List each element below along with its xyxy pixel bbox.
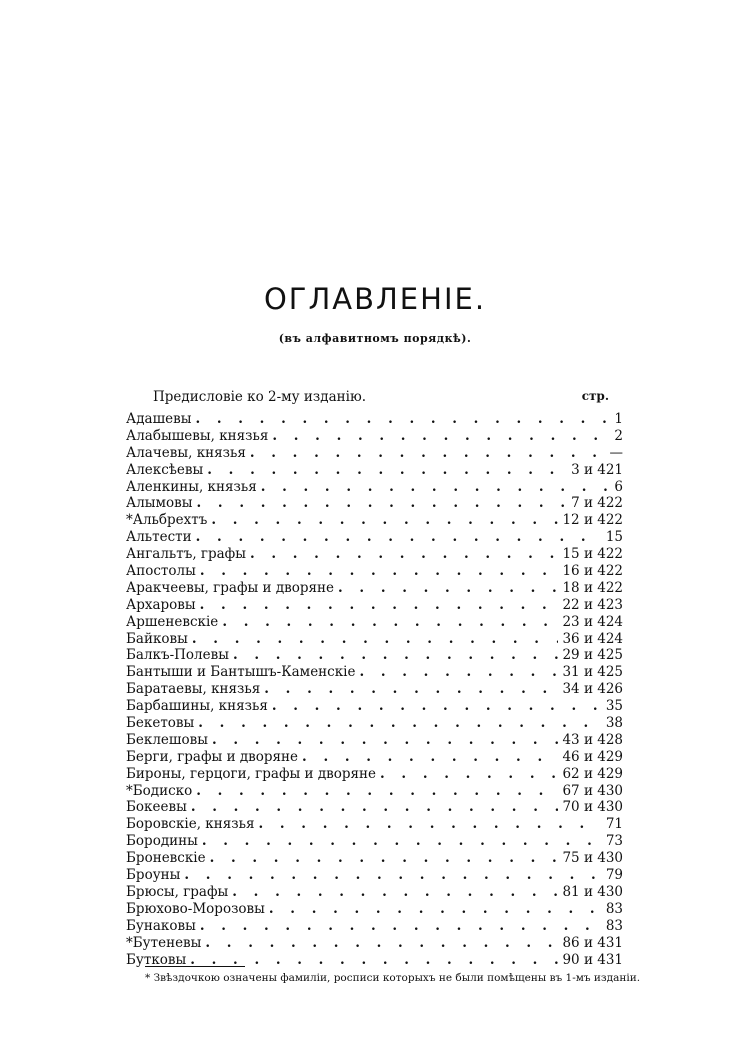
toc-entry-page: 15 (605, 529, 623, 546)
toc-entry-page: 86 и 431 (562, 934, 623, 951)
toc-entry (126, 850, 623, 867)
toc-entry-name: Альтести (126, 529, 192, 546)
toc-entry (126, 681, 623, 698)
toc-entry-name: *Бодиско (126, 782, 193, 799)
dot-leader (200, 597, 559, 614)
toc-entry (126, 445, 623, 462)
toc-entry (126, 495, 623, 512)
page-column-header: стр. (581, 389, 609, 403)
dot-leader (272, 698, 602, 715)
toc-entry-page: 83 (605, 917, 623, 934)
toc-entry-name: Байковы (126, 630, 188, 647)
toc-entry-name: Брюсы, графы (126, 883, 229, 900)
dot-leader (192, 631, 559, 648)
dot-leader (264, 681, 558, 698)
toc-entry (126, 546, 623, 563)
toc-entry-page: 73 (605, 833, 623, 850)
dot-leader (210, 850, 559, 867)
toc-entry (126, 647, 623, 664)
toc-entry-page: 71 (605, 816, 623, 833)
toc-entry-page: 12 и 422 (562, 512, 623, 529)
toc-entry-name: *Бутеневы (126, 934, 202, 951)
dot-leader (233, 647, 559, 664)
dot-leader (222, 614, 558, 631)
dot-leader (212, 732, 559, 749)
toc-entry-page: 90 и 431 (562, 951, 623, 968)
toc-entry-name: Барбашины, князья (126, 698, 268, 715)
dot-leader (359, 664, 558, 681)
toc-entry-page: 62 и 429 (562, 765, 623, 782)
dot-leader (259, 816, 602, 833)
toc-entry-name: Балкъ-Полевы (126, 647, 229, 664)
dot-leader (269, 901, 602, 918)
toc-entry-page: 46 и 429 (562, 748, 623, 765)
toc-entry (126, 783, 623, 800)
toc-entry (126, 935, 623, 952)
toc-entry-name: Архаровы (126, 596, 196, 613)
toc-entry (126, 698, 623, 715)
toc-entry (126, 867, 623, 884)
toc-entry-name: Бокеевы (126, 799, 187, 816)
toc-entry (126, 732, 623, 749)
toc-header (128, 389, 623, 407)
dot-leader (200, 918, 602, 935)
toc-entry (126, 884, 623, 901)
dot-leader (196, 529, 602, 546)
toc-entry-page: 38 (605, 715, 623, 732)
toc-entry-name: Броуны (126, 867, 181, 884)
toc-entry-name: Беклешовы (126, 731, 208, 748)
toc-entry (126, 563, 623, 580)
toc-entry (126, 614, 623, 631)
dot-leader (338, 580, 558, 597)
toc-entry-page: 79 (605, 867, 623, 884)
dot-leader (272, 428, 610, 445)
toc-entry-name: Броневскіе (126, 850, 206, 867)
toc-entry-page: 16 и 422 (562, 563, 623, 580)
toc-entry-page: 18 и 422 (562, 579, 623, 596)
dot-leader (205, 935, 558, 952)
dot-leader (261, 479, 611, 496)
footnote: * Звѣздочкою означены фамиліи, росписи которыхъ не были помѣщены въ 1-мъ изданіи. (145, 972, 641, 984)
toc-entry-page: 1 (614, 411, 623, 427)
toc-entry (126, 833, 623, 850)
toc-entry-page: 83 (605, 900, 623, 917)
dot-leader (380, 766, 558, 783)
dot-leader (190, 952, 558, 969)
toc-entry (126, 631, 623, 648)
toc-entry-name: Бунаковы (126, 917, 196, 934)
dot-leader (184, 867, 601, 884)
toc-entry (126, 918, 623, 935)
toc-entry-name: Бироны, герцоги, графы и дворяне (126, 765, 377, 782)
toc-entry-name: Алексѣевы (126, 461, 204, 478)
toc-entry (126, 749, 623, 766)
toc-entry-page: 29 и 425 (562, 647, 623, 664)
table-of-contents (126, 411, 623, 968)
toc-entry-name: Адашевы (126, 411, 192, 427)
toc-entry (126, 462, 623, 479)
dot-leader (198, 715, 602, 732)
toc-entry-name: Бекетовы (126, 715, 195, 732)
toc-entry (126, 799, 623, 816)
toc-entry-page: — (609, 444, 623, 461)
toc-entry (126, 411, 623, 428)
dot-leader (196, 783, 558, 800)
dot-leader (250, 546, 558, 563)
toc-entry-name: Брюхово-Морозовы (126, 900, 265, 917)
toc-entry-page: 34 и 426 (562, 681, 623, 698)
dot-leader (211, 512, 558, 529)
toc-entry (126, 664, 623, 681)
toc-entry-page: 36 и 424 (562, 630, 623, 647)
toc-entry-name: Бородины (126, 833, 198, 850)
toc-entry-name: Апостолы (126, 563, 196, 580)
toc-entry-name: Алабышевы, князья (126, 427, 269, 444)
toc-entry (126, 428, 623, 445)
toc-entry (126, 816, 623, 833)
page-title: ОГЛАВЛЕНІЕ. (263, 282, 487, 316)
dot-leader (250, 445, 606, 462)
toc-entry-page: 70 и 430 (562, 799, 623, 816)
toc-entry (126, 766, 623, 783)
toc-entry-page: 15 и 422 (562, 546, 623, 563)
dot-leader (302, 749, 558, 766)
toc-entry-page: 43 и 428 (562, 731, 623, 748)
toc-entry-page: 6 (614, 478, 623, 495)
toc-entry-name: Боровскіе, князья (126, 816, 255, 833)
toc-entry-page: 23 и 424 (562, 613, 623, 630)
page-subtitle: (въ алфавитномъ порядкѣ). (278, 332, 472, 345)
footnote-rule (145, 966, 245, 967)
toc-entry (126, 529, 623, 546)
toc-entry-name: Аленкины, князья (126, 478, 257, 495)
toc-entry-page: 3 и 421 (571, 461, 623, 478)
toc-entry (126, 512, 623, 529)
toc-entry-name: *Альбрехтъ (126, 512, 208, 529)
toc-entry-name: Аракчеевы, графы и дворяне (126, 579, 335, 596)
dot-leader (195, 411, 610, 428)
toc-entry (126, 580, 623, 597)
toc-entry (126, 715, 623, 732)
toc-entry-page: 2 (614, 427, 623, 444)
toc-entry (126, 901, 623, 918)
toc-entry-name: Аршеневскіе (126, 613, 219, 630)
dot-leader (191, 799, 559, 816)
toc-entry (126, 479, 623, 496)
dot-leader (197, 495, 568, 512)
toc-entry-page: 81 и 430 (562, 883, 623, 900)
toc-entry-name: Ангальтъ, графы (126, 546, 246, 563)
toc-entry-name: Берги, графы и дворяне (126, 748, 299, 765)
dot-leader (202, 833, 602, 850)
toc-entry-name: Алымовы (126, 495, 193, 512)
preface-entry: Предисловіе ко 2-му изданію. (153, 389, 367, 405)
toc-entry-name: Бантыши и Бантышъ-Каменскіе (126, 664, 356, 681)
dot-leader (200, 563, 559, 580)
toc-entry-name: Баратаевы, князья (126, 681, 261, 698)
toc-entry-name: Алачевы, князья (126, 444, 246, 461)
dot-leader (207, 462, 567, 479)
toc-entry-page: 31 и 425 (562, 664, 623, 681)
toc-entry-page: 22 и 423 (562, 596, 623, 613)
toc-entry-name: Бутковы (126, 951, 187, 968)
toc-entry (126, 597, 623, 614)
toc-entry-page: 35 (605, 698, 623, 715)
toc-entry-page: 75 и 430 (562, 850, 623, 867)
dot-leader (232, 884, 558, 901)
toc-entry-page: 7 и 422 (571, 495, 623, 512)
toc-entry-page: 67 и 430 (562, 782, 623, 799)
